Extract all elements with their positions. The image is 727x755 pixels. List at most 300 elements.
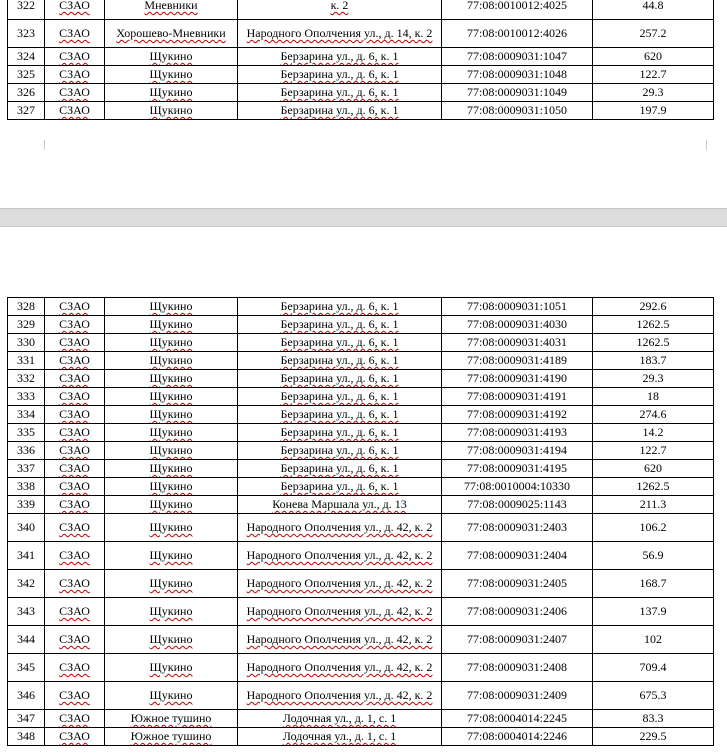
area-value-text: 137.9 [639, 604, 667, 618]
address-cell [238, 598, 442, 626]
cadastral-number-text: 77:08:0009031:2407 [466, 632, 567, 646]
cadastral-number-cell [442, 352, 593, 370]
cadastral-number-text: 77:08:0009031:2403 [466, 520, 567, 534]
area-cell [105, 710, 238, 728]
row-number-text: 333 [17, 389, 35, 403]
row-number-cell [8, 478, 45, 496]
cadastral-number-text: 77:08:0009031:1049 [466, 85, 567, 99]
area-cell [105, 102, 238, 120]
address-text: Берзарина ул., д. 6, к. 1 [280, 371, 399, 385]
district-cell [45, 728, 105, 746]
row-number-cell [8, 102, 45, 120]
row-number-cell [8, 728, 45, 746]
district-text: СЗАО [59, 425, 90, 439]
cadastral-number-cell [442, 728, 593, 746]
cadastral-number-cell [442, 570, 593, 598]
area-value-text: 211.3 [639, 497, 667, 511]
row-number-text: 347 [17, 711, 35, 725]
district-cell [45, 0, 105, 20]
district-text: СЗАО [59, 632, 90, 646]
area-value-cell [593, 626, 714, 654]
table-row [8, 48, 714, 66]
address-cell [238, 20, 442, 48]
cadastral-number-cell [442, 514, 593, 542]
area-value-text: 292.6 [639, 299, 667, 313]
district-text: СЗАО [59, 711, 90, 725]
area-text: Щукино [149, 67, 193, 81]
cadastral-number-text: 77:08:0009031:4192 [466, 407, 567, 421]
address-text: Берзарина ул., д. 6, к. 1 [280, 461, 399, 475]
area-value-cell [593, 370, 714, 388]
area-cell [105, 370, 238, 388]
row-number-text: 335 [17, 425, 35, 439]
district-text: СЗАО [59, 389, 90, 403]
area-text: Щукино [149, 443, 193, 457]
area-value-cell [593, 542, 714, 570]
district-text: СЗАО [59, 497, 90, 511]
area-text: Южное тушино [130, 729, 212, 743]
row-number-cell [8, 424, 45, 442]
row-number-text: 327 [17, 103, 35, 117]
row-number-cell [8, 442, 45, 460]
district-cell [45, 352, 105, 370]
address-text: к. 2 [330, 0, 349, 12]
district-cell [45, 66, 105, 84]
area-cell [105, 570, 238, 598]
district-text: СЗАО [59, 49, 90, 63]
address-cell [238, 654, 442, 682]
row-number-text: 345 [17, 660, 35, 674]
address-text: Лодочная ул., д. 1, с. 1 [282, 729, 397, 743]
row-number-text: 328 [17, 299, 35, 313]
address-text: Берзарина ул., д. 6, к. 1 [280, 317, 399, 331]
address-text: Берзарина ул., д. 6, к. 1 [280, 425, 399, 439]
address-text: Берзарина ул., д. 6, к. 1 [280, 299, 399, 313]
row-number-text: 348 [17, 729, 35, 743]
district-cell [45, 370, 105, 388]
area-cell [105, 682, 238, 710]
row-number-cell [8, 388, 45, 406]
area-value-cell [593, 598, 714, 626]
district-text: СЗАО [59, 335, 90, 349]
address-text: Берзарина ул., д. 6, к. 1 [280, 85, 399, 99]
area-cell [105, 0, 238, 20]
area-value-text: 83.3 [642, 711, 664, 725]
address-text: Берзарина ул., д. 6, к. 1 [280, 353, 399, 367]
area-cell [105, 478, 238, 496]
area-value-text: 29.3 [642, 371, 664, 385]
address-text: Народного Ополчения ул., д. 42, к. 2 [246, 576, 433, 590]
table-row [8, 352, 714, 370]
district-text: СЗАО [59, 67, 90, 81]
table-row [8, 370, 714, 388]
area-value-cell [593, 478, 714, 496]
area-value-text: 229.5 [639, 729, 667, 743]
table-row [8, 570, 714, 598]
area-value-text: 102 [644, 632, 662, 646]
cadastral-number-text: 77:08:0009031:1047 [466, 49, 567, 63]
cadastral-number-text: 77:08:0009031:2405 [466, 576, 567, 590]
area-value-text: 44.8 [642, 0, 664, 12]
area-text: Щукино [149, 548, 193, 562]
district-text: СЗАО [59, 576, 90, 590]
row-number-cell [8, 20, 45, 48]
address-text: Народного Ополчения ул., д. 42, к. 2 [246, 688, 433, 702]
cadastral-number-text: 77:08:0009031:2409 [466, 688, 567, 702]
district-text: СЗАО [59, 660, 90, 674]
area-text: Щукино [149, 520, 193, 534]
row-number-text: 329 [17, 317, 35, 331]
area-text: Южное тушино [130, 711, 212, 725]
district-cell [45, 20, 105, 48]
row-number-cell [8, 570, 45, 598]
district-text: СЗАО [59, 548, 90, 562]
address-text: Берзарина ул., д. 6, к. 1 [280, 389, 399, 403]
area-cell [105, 298, 238, 316]
cadastral-number-cell [442, 406, 593, 424]
row-number-text: 323 [17, 26, 35, 40]
row-number-cell [8, 514, 45, 542]
area-value-text: 620 [644, 461, 662, 475]
address-cell [238, 626, 442, 654]
area-value-cell [593, 570, 714, 598]
area-value-cell [593, 514, 714, 542]
area-value-cell [593, 388, 714, 406]
address-text: Народного Ополчения ул., д. 42, к. 2 [246, 632, 433, 646]
address-text: Народного Ополчения ул., д. 42, к. 2 [246, 660, 433, 674]
cadastral-number-cell [442, 0, 593, 20]
area-text: Щукино [149, 576, 193, 590]
area-text: Щукино [149, 604, 193, 618]
area-text: Щукино [149, 103, 193, 117]
cadastral-number-cell [442, 598, 593, 626]
district-cell [45, 514, 105, 542]
cadastral-number-text: 77:08:0010012:4026 [466, 26, 567, 40]
area-value-cell [593, 352, 714, 370]
cadastral-number-cell [442, 442, 593, 460]
address-text: Берзарина ул., д. 6, к. 1 [280, 67, 399, 81]
area-value-text: 1262.5 [636, 479, 670, 493]
area-text: Щукино [149, 407, 193, 421]
cadastral-number-cell [442, 20, 593, 48]
cadastral-number-text: 77:08:0009031:2404 [466, 548, 567, 562]
row-number-text: 340 [17, 520, 35, 534]
area-cell [105, 48, 238, 66]
district-text: СЗАО [59, 26, 90, 40]
row-number-text: 331 [17, 353, 35, 367]
cadastral-number-text: 77:08:0004014:2245 [466, 711, 567, 725]
cadastral-number-text: 77:08:0009031:4190 [466, 371, 567, 385]
address-text: Народного Ополчения ул., д. 42, к. 2 [246, 604, 433, 618]
cadastral-number-text: 77:08:0009031:2406 [466, 604, 567, 618]
page-corner-mark-right [706, 140, 708, 150]
district-text: СЗАО [59, 103, 90, 117]
cadastral-number-text: 77:08:0009031:4194 [466, 443, 567, 457]
area-value-cell [593, 102, 714, 120]
row-number-cell [8, 460, 45, 478]
table-row [8, 316, 714, 334]
district-text: СЗАО [59, 299, 90, 313]
area-cell [105, 496, 238, 514]
area-value-text: 257.2 [639, 26, 667, 40]
area-cell [105, 442, 238, 460]
area-text: Щукино [149, 632, 193, 646]
row-number-cell [8, 352, 45, 370]
row-number-text: 336 [17, 443, 35, 457]
address-text: Народного Ополчения ул., д. 42, к. 2 [246, 520, 433, 534]
address-cell [238, 406, 442, 424]
district-text: СЗАО [59, 371, 90, 385]
row-number-text: 344 [17, 632, 35, 646]
address-cell [238, 570, 442, 598]
row-number-cell [8, 0, 45, 20]
address-text: Берзарина ул., д. 6, к. 1 [280, 49, 399, 63]
row-number-text: 330 [17, 335, 35, 349]
area-value-cell [593, 710, 714, 728]
cadastral-number-cell [442, 66, 593, 84]
row-number-cell [8, 598, 45, 626]
area-value-cell [593, 424, 714, 442]
cadastral-number-cell [442, 654, 593, 682]
cadastral-number-cell [442, 424, 593, 442]
row-number-text: 342 [17, 576, 35, 590]
area-cell [105, 542, 238, 570]
table-row [8, 710, 714, 728]
district-cell [45, 542, 105, 570]
table-row [8, 626, 714, 654]
cadastral-number-text: 77:08:0009031:4191 [466, 389, 567, 403]
area-cell [105, 20, 238, 48]
area-text: Щукино [149, 85, 193, 99]
cadastral-number-cell [442, 478, 593, 496]
district-cell [45, 388, 105, 406]
district-text: СЗАО [59, 688, 90, 702]
cadastral-number-text: 77:08:0009031:1051 [466, 299, 567, 313]
district-text: СЗАО [59, 729, 90, 743]
district-text: СЗАО [59, 443, 90, 457]
area-text: Щукино [149, 688, 193, 702]
area-value-text: 675.3 [639, 688, 667, 702]
table-row [8, 728, 714, 746]
area-text: Щукино [149, 317, 193, 331]
row-number-text: 324 [17, 49, 35, 63]
row-number-text: 322 [17, 0, 35, 12]
address-cell [238, 0, 442, 20]
address-cell [238, 316, 442, 334]
area-cell [105, 626, 238, 654]
cadastral-number-text: 77:08:0010004:10330 [463, 479, 570, 493]
district-text: СЗАО [59, 604, 90, 618]
row-number-cell [8, 626, 45, 654]
table-row [8, 514, 714, 542]
area-cell [105, 406, 238, 424]
area-cell [105, 424, 238, 442]
row-number-cell [8, 84, 45, 102]
area-value-cell [593, 0, 714, 20]
cadastral-number-cell [442, 710, 593, 728]
district-cell [45, 102, 105, 120]
address-cell [238, 102, 442, 120]
address-cell [238, 48, 442, 66]
area-value-cell [593, 66, 714, 84]
cadastral-number-text: 77:08:0004014:2246 [466, 729, 567, 743]
area-cell [105, 460, 238, 478]
area-text: Щукино [149, 660, 193, 674]
area-text: Щукино [149, 371, 193, 385]
district-text: СЗАО [59, 520, 90, 534]
area-cell [105, 388, 238, 406]
area-cell [105, 66, 238, 84]
document-page-1 [0, 0, 727, 208]
district-cell [45, 442, 105, 460]
cadastral-number-cell [442, 316, 593, 334]
district-cell [45, 298, 105, 316]
district-cell [45, 478, 105, 496]
district-text: СЗАО [59, 0, 90, 12]
district-cell [45, 598, 105, 626]
register-table-page-2 [7, 297, 714, 746]
district-text: СЗАО [59, 353, 90, 367]
row-number-text: 325 [17, 67, 35, 81]
district-cell [45, 654, 105, 682]
cadastral-number-cell [442, 334, 593, 352]
area-value-cell [593, 682, 714, 710]
cadastral-number-cell [442, 626, 593, 654]
document-page-2 [0, 227, 727, 755]
district-cell [45, 710, 105, 728]
row-number-text: 339 [17, 497, 35, 511]
area-value-cell [593, 728, 714, 746]
address-cell [238, 542, 442, 570]
cadastral-number-cell [442, 682, 593, 710]
area-value-text: 168.7 [639, 576, 667, 590]
area-cell [105, 654, 238, 682]
area-value-text: 14.2 [642, 425, 664, 439]
table-row [8, 66, 714, 84]
table-row [8, 388, 714, 406]
address-cell [238, 424, 442, 442]
area-value-text: 709.4 [639, 660, 667, 674]
area-cell [105, 728, 238, 746]
cadastral-number-cell [442, 84, 593, 102]
row-number-text: 346 [17, 688, 35, 702]
district-cell [45, 570, 105, 598]
address-text: Берзарина ул., д. 6, к. 1 [280, 407, 399, 421]
page-break-gap [0, 208, 727, 227]
row-number-text: 326 [17, 85, 35, 99]
cadastral-number-cell [442, 370, 593, 388]
area-text: Щукино [149, 389, 193, 403]
row-number-cell [8, 542, 45, 570]
address-cell [238, 460, 442, 478]
address-text: Берзарина ул., д. 6, к. 1 [280, 443, 399, 457]
area-text: Щукино [149, 425, 193, 439]
cadastral-number-cell [442, 48, 593, 66]
row-number-cell [8, 710, 45, 728]
area-value-text: 274.6 [639, 407, 667, 421]
area-value-cell [593, 496, 714, 514]
area-value-cell [593, 298, 714, 316]
area-value-text: 1262.5 [636, 335, 670, 349]
table-row [8, 460, 714, 478]
address-cell [238, 496, 442, 514]
area-value-text: 1262.5 [636, 317, 670, 331]
area-value-text: 183.7 [639, 353, 667, 367]
area-value-text: 122.7 [639, 67, 667, 81]
row-number-text: 334 [17, 407, 35, 421]
cadastral-number-cell [442, 496, 593, 514]
table-row [8, 0, 714, 20]
address-cell [238, 66, 442, 84]
address-cell [238, 728, 442, 746]
area-cell [105, 598, 238, 626]
area-cell [105, 316, 238, 334]
area-value-cell [593, 84, 714, 102]
area-text: Щукино [149, 461, 193, 475]
address-cell [238, 514, 442, 542]
address-text: Лодочная ул., д. 1, с. 1 [282, 711, 397, 725]
district-cell [45, 496, 105, 514]
table-row [8, 654, 714, 682]
table-row [8, 20, 714, 48]
address-text: Берзарина ул., д. 6, к. 1 [280, 103, 399, 117]
area-text: Щукино [149, 497, 193, 511]
page-corner-mark-left [44, 140, 46, 150]
row-number-cell [8, 496, 45, 514]
table-row [8, 406, 714, 424]
area-cell [105, 514, 238, 542]
table-row [8, 478, 714, 496]
cadastral-number-text: 77:08:0009031:4030 [466, 317, 567, 331]
row-number-cell [8, 406, 45, 424]
area-cell [105, 334, 238, 352]
cadastral-number-text: 77:08:0009031:4193 [466, 425, 567, 439]
district-cell [45, 406, 105, 424]
address-text: Народного Ополчения ул., д. 14, к. 2 [246, 26, 433, 40]
row-number-cell [8, 370, 45, 388]
row-number-cell [8, 298, 45, 316]
district-cell [45, 626, 105, 654]
row-number-cell [8, 334, 45, 352]
address-cell [238, 352, 442, 370]
row-number-cell [8, 316, 45, 334]
table-row [8, 682, 714, 710]
cadastral-number-text: 77:08:0009031:4195 [466, 461, 567, 475]
district-cell [45, 460, 105, 478]
table-row [8, 424, 714, 442]
row-number-cell [8, 654, 45, 682]
address-cell [238, 388, 442, 406]
cadastral-number-text: 77:08:0009031:2408 [466, 660, 567, 674]
area-value-text: 106.2 [639, 520, 667, 534]
table-row [8, 102, 714, 120]
table-row [8, 542, 714, 570]
area-text: Щукино [149, 299, 193, 313]
area-text: Щукино [149, 479, 193, 493]
district-cell [45, 682, 105, 710]
district-text: СЗАО [59, 317, 90, 331]
cadastral-number-cell [442, 460, 593, 478]
cadastral-number-cell [442, 542, 593, 570]
row-number-text: 337 [17, 461, 35, 475]
area-cell [105, 84, 238, 102]
area-value-cell [593, 654, 714, 682]
cadastral-number-text: 77:08:0010012:4025 [466, 0, 567, 12]
district-cell [45, 424, 105, 442]
address-cell [238, 370, 442, 388]
cadastral-number-cell [442, 388, 593, 406]
district-text: СЗАО [59, 407, 90, 421]
